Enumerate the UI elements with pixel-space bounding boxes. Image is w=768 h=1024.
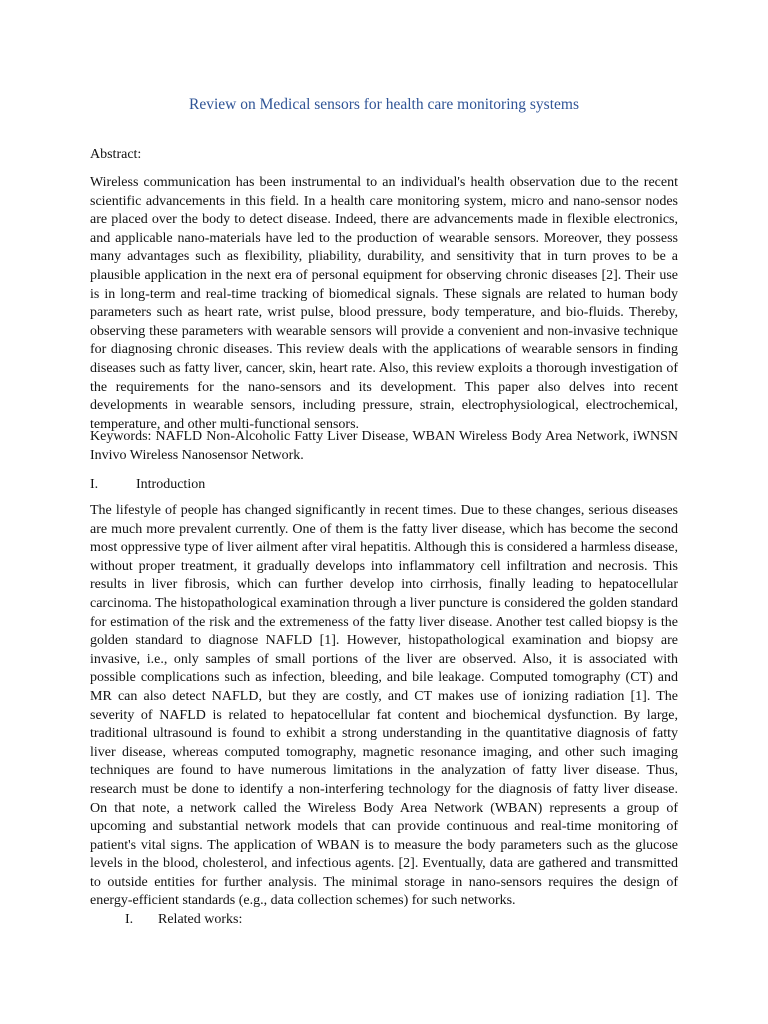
paper-title: Review on Medical sensors for health care monitoring systems <box>189 96 579 113</box>
related-works-heading-text: Related works: <box>158 912 243 927</box>
introduction-paragraph: The lifestyle of people has changed significantly in recent times. Due to these changes, serious diseases are much more prevalent currently. One of them is the fatty liver disease, which has become the second most oppressive type of liver ailment after viral hepatitis. Although this is considered a harmless disease, without proper treatment, it gradually develops into inflammatory cell infiltration and necrosis. This results in liver fibrosis, which can further develop into cirrhosis, finally leading to hepatocellular carcinoma. The histopathological examination through a liver puncture is considered the golden standard for estimation of the risk and the extremeness of the fatty liver disease. Another test called biopsy is the golden standard to diagnose NAFLD [1]. However, histopathological examination and biopsy are invasive, i.e., only samples of small portions of the liver are observed. Also, it is associated with possible complications such as infection, bleeding, and bile leakage. Computed tomography (CT) and MR can also detect NAFLD, but they are costly, and CT makes use of ionizing radiation [1]. The severity of NAFLD is related to hepatocellular fat content and biochemical dysfunction. By large, traditional ultrasound is found to exhibit a strong understanding in the quantitative diagnosis of fatty liver disease, whereas computed tomography, magnetic resonance imaging, and other such imaging techniques are found to have numerous limitations in the analyzation of fatty liver disease. Thus, research must be done to identify a non-interfering technology for the diagnosis of fatty liver disease. On that note, a network called the Wireless Body Area Network (WBAN) represents a group of upcoming and substantial network models that can provide continuous and real-time monitoring of patient's vital signs. The application of WBAN is to measure the body parameters such as the glucose levels in the blood, cholesterol, and infectious agents. [2]. Eventually, data are gathered and transmitted to outside entities for further analysis. The minimal storage in nano-sensors requires the design of energy-efficient standards (e.g., data collection schemes) for such networks. <box>90 503 678 909</box>
keywords-paragraph: Keywords: NAFLD Non-Alcoholic Fatty Liver Disease, WBAN Wireless Body Area Network, iWNSN Invivo Wireless Nanosensor Network. <box>90 429 678 463</box>
related-works-numeral: I. <box>125 912 134 927</box>
related-works-heading <box>125 911 525 930</box>
abstract-label: Abstract: <box>90 147 142 162</box>
introduction-numeral: I. <box>90 477 99 492</box>
introduction-heading-text: Introduction <box>136 477 206 492</box>
introduction-heading <box>90 476 678 495</box>
abstract-paragraph: Wireless communication has been instrumental to an individual's health observation due to the recent scientific advancements in this field. In a health care monitoring system, micro and nano-sensor nodes are placed over the body to detect disease. Indeed, there are advancements made in flexible electronics, and applicable nano-materials have led to the production of wearable sensors. Moreover, they possess many advantages such as flexibility, pliability, durability, and sensitivity that in turn proves to be a plausible application in the next era of personal equipment for observing chronic diseases [2]. Their use is in long-term and real-time tracking of biomedical signals. These signals are related to human body parameters such as heart rate, wrist pulse, blood pressure, body temperature, and bio-fluids. Thereby, observing these parameters with wearable sensors will provide a convenient and non-invasive technique for diagnosing chronic diseases. This review deals with the applications of wearable sensors in finding diseases such as fatty liver, cancer, skin, heart rate. Also, this review exploits a thorough investigation of the requirements for the nano-sensors and its development. This paper also delves into recent developments in wearable sensors, including pressure, strain, electrophysiological, electrochemical, temperature, and other multi-functional sensors. <box>90 175 678 432</box>
